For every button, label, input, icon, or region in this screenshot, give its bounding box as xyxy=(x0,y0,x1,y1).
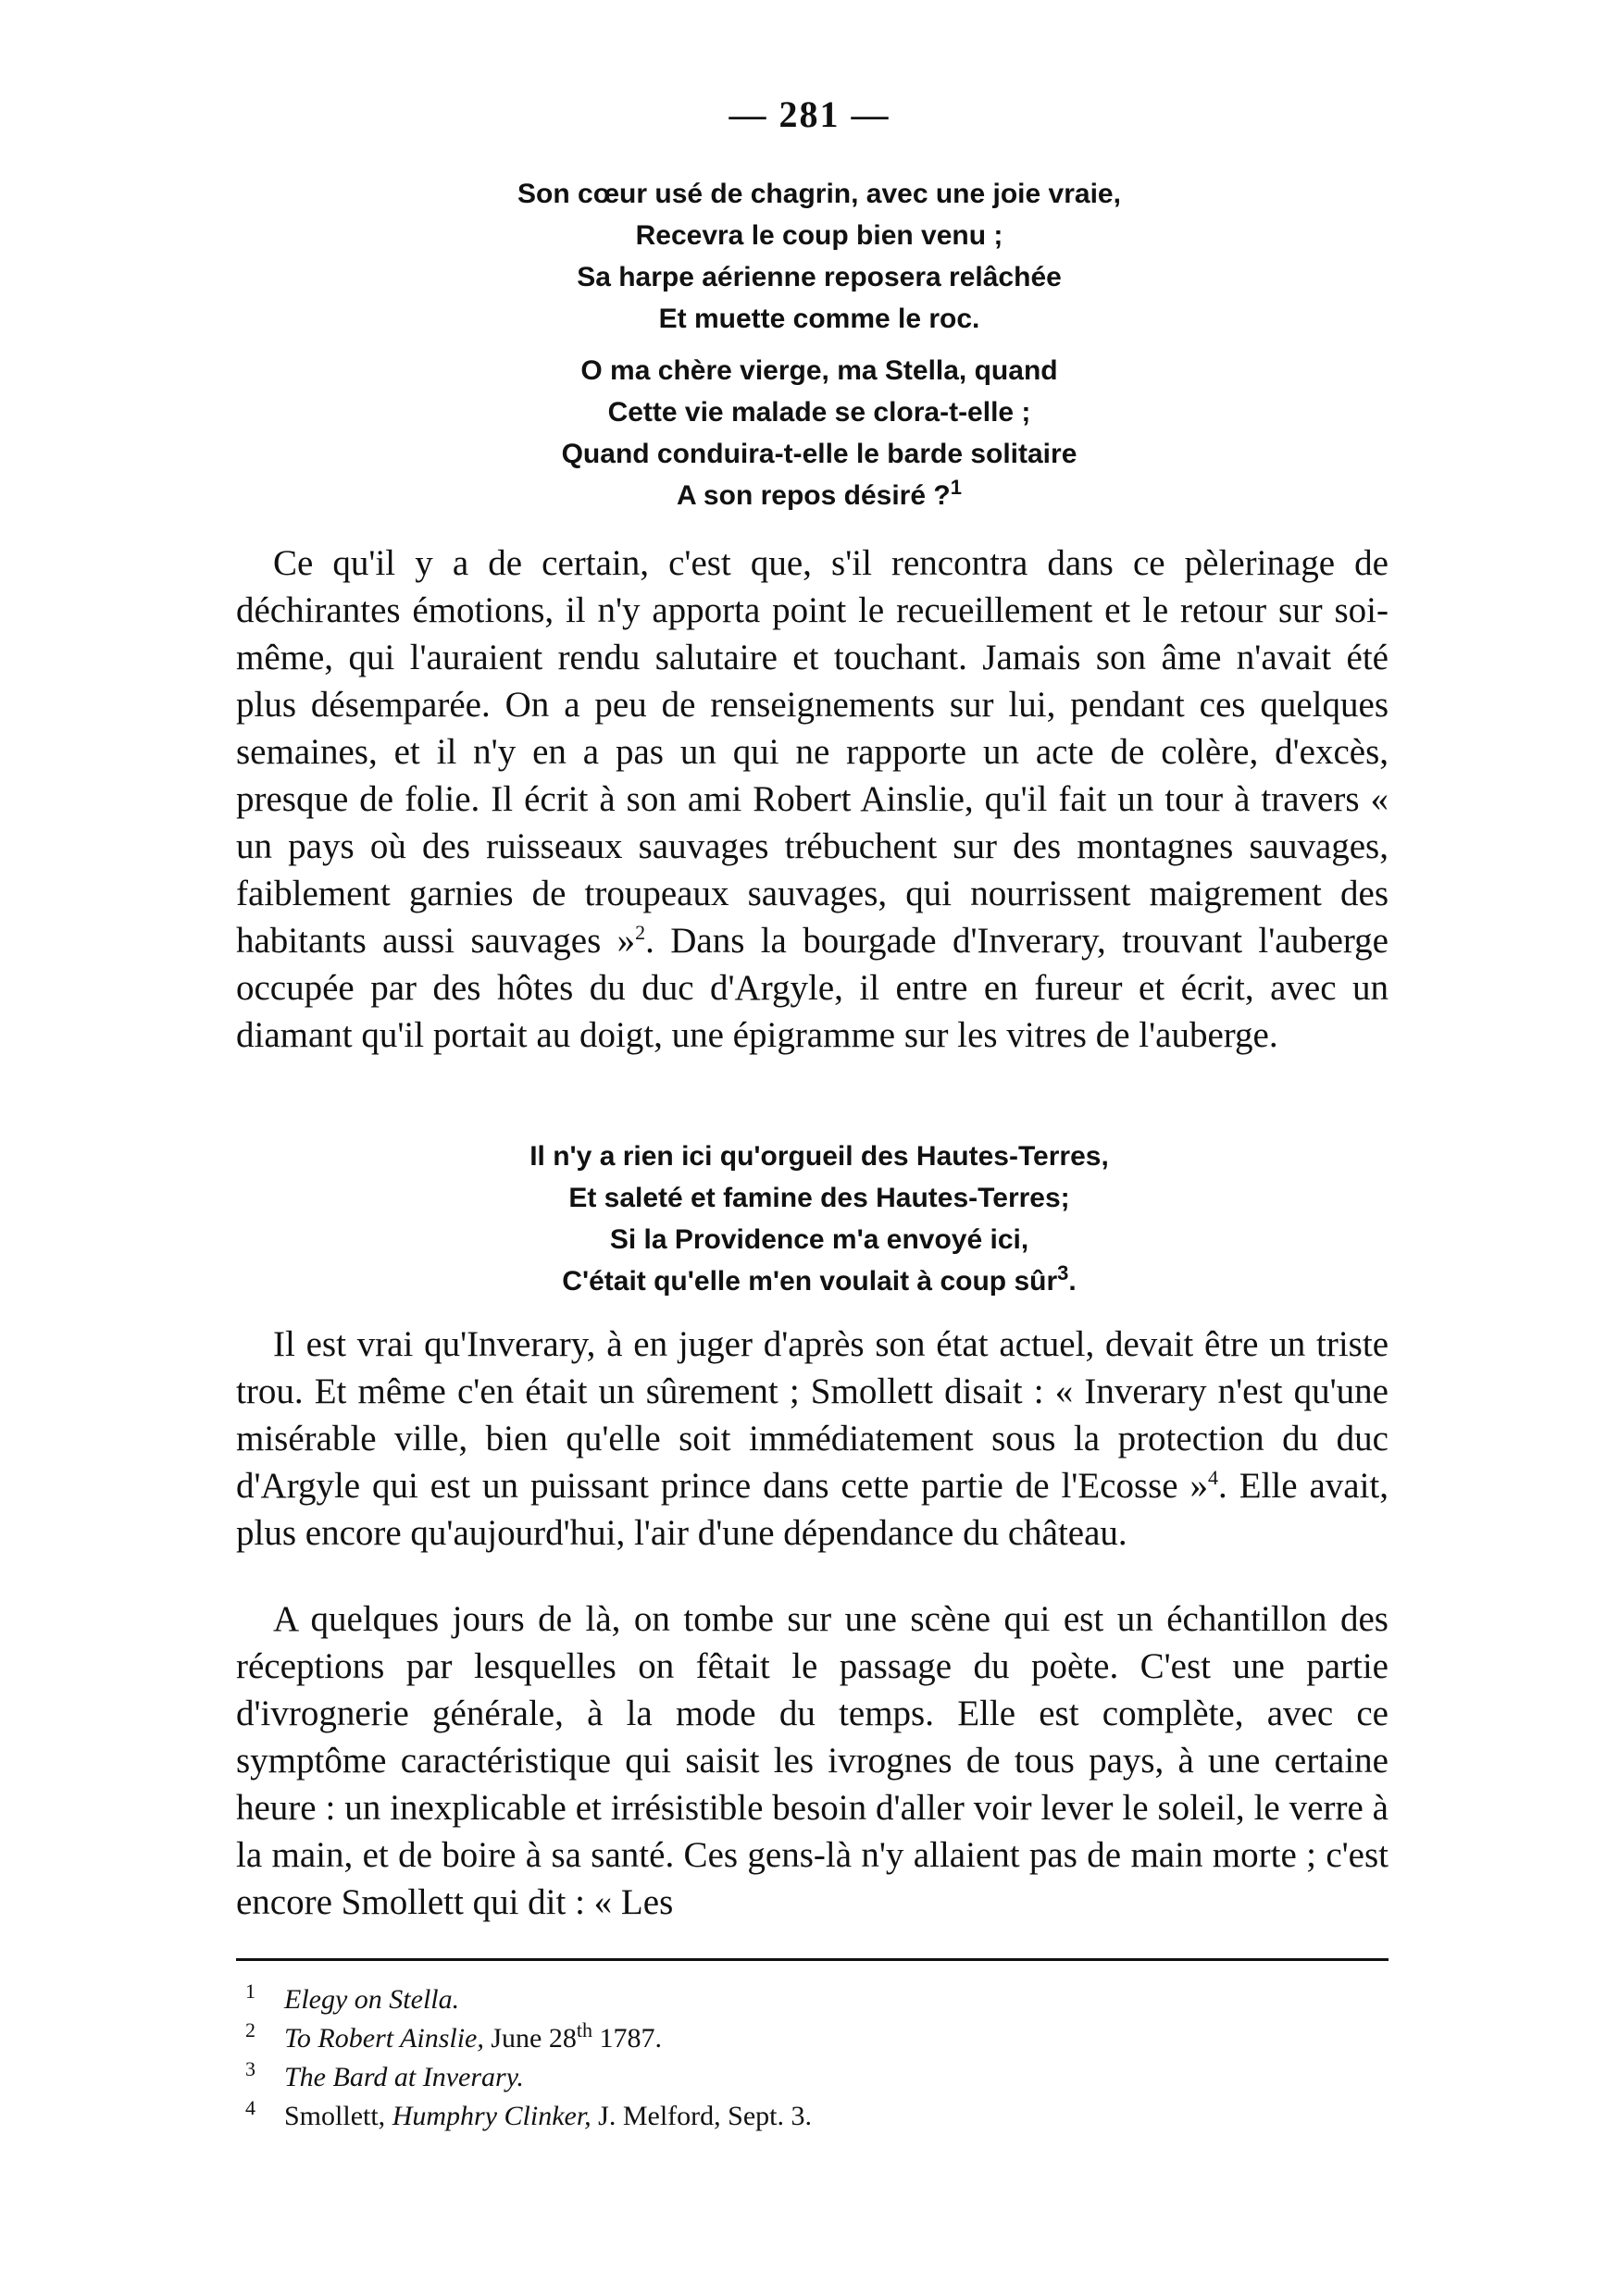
footnote-title: Humphry Clinker, xyxy=(392,2101,592,2131)
footnote-text: Smollett, xyxy=(284,2101,392,2131)
footnote-2: 2 To Robert Ainslie, June 28th 1787. xyxy=(245,2018,662,2054)
footnote-superscript: th xyxy=(576,2018,592,2042)
paragraph-text: Ce qu'il y a de certain, c'est que, s'il rencontra dans ce pèlerinage de déchirantes émotions, il n'y apporta point le recueillement et le retour sur soi-même, qui l'auraient rendu salutaire et touchant. Jamais son âme n'avait été plus désemparée. On a peu de renseignements sur lui, pendant ces quelques semaines, et il n'y en a pas un qui ne rapporte un acte de colère, d'excès, presque de folie. Il écrit à son ami Robert Ainslie, qu'il fait un tour à travers « un pays où des ruisseaux sauvages trébuchent sur des montagnes sauvages, faiblement garnies de troupeaux sauvages, qui nourrissent maigrement des habitants aussi sauvages » xyxy=(236,543,1389,961)
footnote-title: Elegy on Stella. xyxy=(284,1984,460,2015)
footnote-ref-2: 2 xyxy=(635,921,646,944)
verse-line: Il n'y a rien ici qu'orgueil des Hautes-Terres, xyxy=(529,1141,1109,1172)
footnote-title: To Robert Ainslie, xyxy=(284,2023,484,2054)
footnotes xyxy=(245,1980,1356,2136)
footnote-text: 1787. xyxy=(592,2023,662,2054)
verse-stanza-2 xyxy=(352,350,1287,516)
verse-stanza-1 xyxy=(352,173,1287,340)
paragraph-text: Il est vrai qu'Inverary, à en juger d'après son état actuel, devait être un triste trou. Et même c'en était un sûrement ; Smollett disait : « Inverary n'est qu'une misérable ville, bien qu'elle soit immédiatement sous la protection du duc d'Argyle qui est un puissant prince dans cette partie de l'Ecosse » xyxy=(236,1324,1389,1506)
footnote-ref-3: 3 xyxy=(1057,1261,1069,1285)
verse-line: O ma chère vierge, ma Stella, quand xyxy=(580,355,1058,386)
verse-line-text: A son repos désiré ? xyxy=(677,480,951,511)
footnote-4: 4 Smollett, Humphry Clinker, J. Melford, Sept. 3. xyxy=(245,2096,812,2131)
footnote-text: J. Melford, Sept. 3. xyxy=(591,2101,812,2131)
footnote-title: The Bard at Inverary. xyxy=(284,2062,524,2092)
paragraph-text: . Dans la bourgade d'Inverary, trouvant l'auberge occupée par des hôtes du duc d'Argyle, il entre en fureur et écrit, avec un diamant qu'il portait au doigt, une épigramme sur les vitres de l'auberge. xyxy=(236,921,1389,1055)
footnote-3: 3 The Bard at Inverary. xyxy=(245,2057,524,2092)
verse-line-end: . xyxy=(1068,1266,1077,1297)
footnote-text: June 28 xyxy=(483,2023,577,2054)
verse-line xyxy=(352,475,1287,516)
verse-line xyxy=(352,1260,1287,1302)
verse-line: Quand conduira-t-elle le barde solitaire xyxy=(561,439,1077,469)
verse-line-text: C'était qu'elle m'en voulait à coup sûr xyxy=(562,1266,1058,1297)
verse-epigram xyxy=(352,1136,1287,1302)
paragraph-text: . Elle avait, plus encore qu'aujourd'hui, l'air d'une dépendance du château. xyxy=(236,1466,1389,1553)
footnote-1: 1 Elegy on Stella. xyxy=(245,1980,460,2015)
page-number: — 281 — xyxy=(729,93,890,135)
paragraph-1 xyxy=(236,540,1389,1059)
verse-line: Sa harpe aérienne reposera relâchée xyxy=(577,262,1062,292)
verse-line: Cette vie malade se clora-t-elle ; xyxy=(607,397,1031,428)
footnote-divider xyxy=(236,1958,1389,1961)
verse-line: Et saleté et famine des Hautes-Terres; xyxy=(568,1183,1070,1213)
paragraph-2 xyxy=(236,1321,1389,1557)
verse-line: Et muette comme le roc. xyxy=(658,304,980,334)
footnote-ref-4: 4 xyxy=(1208,1466,1219,1489)
verse-line: Recevra le coup bien venu ; xyxy=(635,220,1003,251)
paragraph-3: A quelques jours de là, on tombe sur une scène qui est un échantillon des réceptions par lesquelles on fêtait le passage du poète. C'est une partie d'ivrognerie générale, à la mode du temps. Elle est complète, avec ce symptôme caractéristique qui saisit les ivrognes de tous pays, à une certaine heure : un inexplicable et irrésistible besoin d'aller voir lever le soleil, le verre à la main, et de boire à sa santé. Ces gens-là n'y allaient pas de main morte ; c'est encore Smollett qui dit : « Les xyxy=(236,1599,1389,1922)
footnote-ref-1: 1 xyxy=(950,476,962,499)
verse-line: Si la Providence m'a envoyé ici, xyxy=(609,1224,1029,1255)
verse-line: Son cœur usé de chagrin, avec une joie vraie, xyxy=(517,179,1121,209)
